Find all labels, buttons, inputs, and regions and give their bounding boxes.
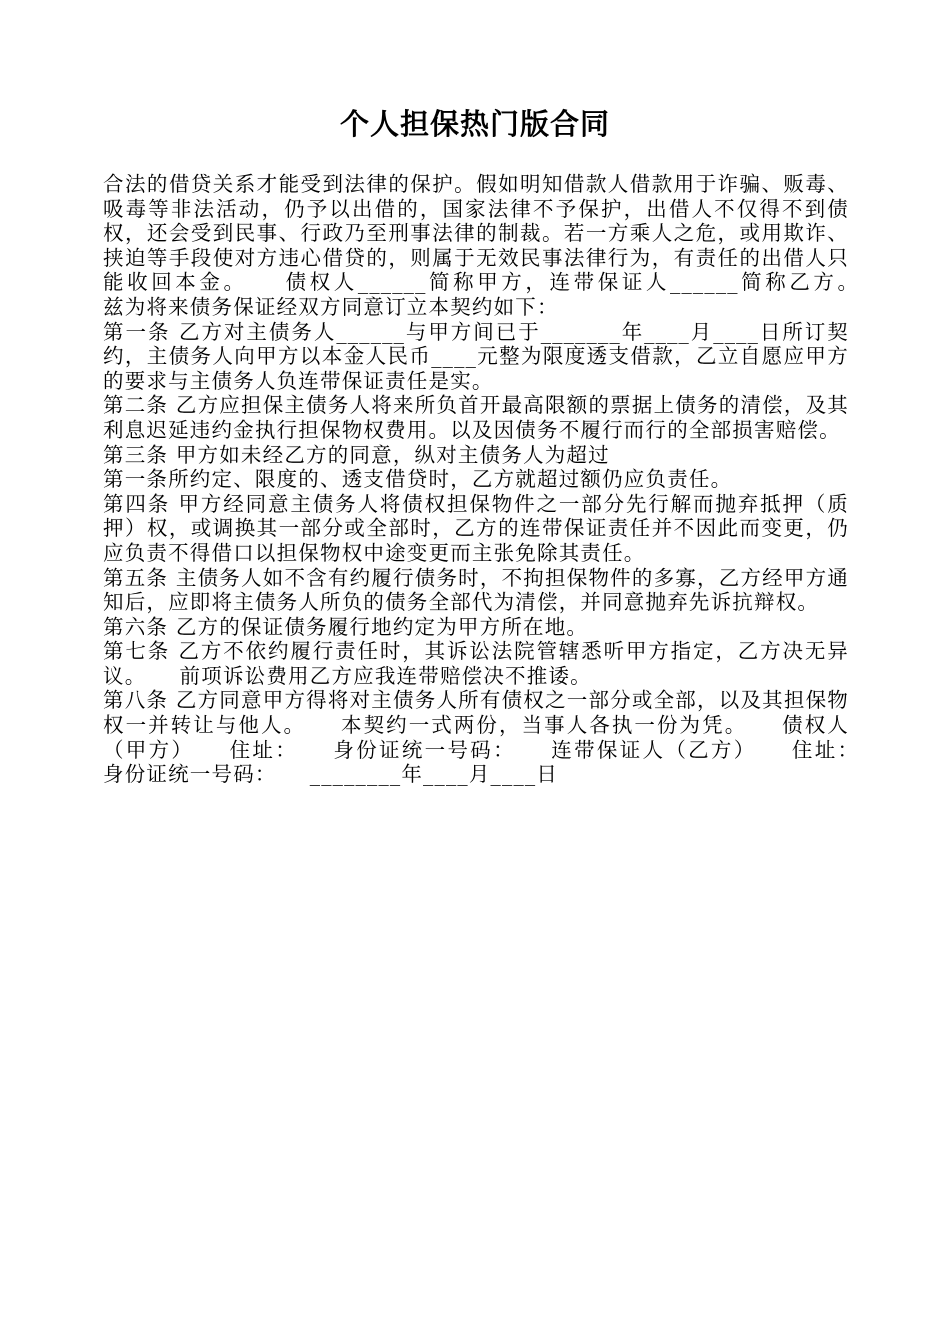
paragraph-article-3: 第三条 甲方如未经乙方的同意，纵对主债务人为超过 xyxy=(103,442,610,467)
paragraph-article-2: 第二条 乙方应担保主债务人将来所负首开最高限额的票据上债务的清偿，及其利息迟延违约金执行担保物权费用。以及因债务不履行而行的全部损害赔偿。 xyxy=(103,393,849,442)
paragraph-article-8-signatures: 第八条 乙方同意甲方得将对主债务人所有债权之一部分或全部，以及其担保物权一并转让与他人。 本契约一式两份，当事人各执一份为凭。 债权人（甲方） 住址： 身份证统一号码： 连带保证人（乙方） 住址： 身份证统一号码： ________年____月____日 xyxy=(103,688,893,787)
paragraph-article-6: 第六条 乙方的保证债务履行地约定为甲方所在地。 xyxy=(103,614,589,639)
paragraph-article-7: 第七条 乙方不依约履行责任时，其诉讼法院管辖悉听甲方指定，乙方决无异议。 前项诉讼费用乙方应我连带赔偿决不推诿。 xyxy=(103,639,849,688)
document-body xyxy=(103,172,893,787)
paragraph-article-1: 第一条 乙方对主债务人______与甲方间已于_______年____月____日所订契约，主债务人向甲方以本金人民币____元整为限度透支借款，乙立自愿应甲方的要求与主债务人负连带保证责任是实。 xyxy=(103,319,849,393)
paragraph-intro: 合法的借贷关系才能受到法律的保护。假如明知借款人借款用于诈骗、贩毒、吸毒等非法活动，仍予以出借的，国家法律不予保护，出借人不仅得不到债权，还会受到民事、行政乃至刑事法律的制裁。若一方乘人之危，或用欺诈、挟迫等手段使对方违心借贷的，则属于无效民事法律行为，有责任的出借人只能收回本金。 债权人______简称甲方，连带保证人______简称乙方。 兹为将来债务保证经双方同意订立本契约如下： xyxy=(103,172,893,319)
paragraph-article-3-continued: 第一条所约定、限度的、透支借贷时，乙方就超过额仍应负责任。 xyxy=(103,467,733,492)
document-title: 个人担保热门版合同 xyxy=(339,107,610,141)
paragraph-article-4: 第四条 甲方经同意主债务人将债权担保物件之一部分先行解而抛弃抵押（质押）权，或调换其一部分或全部时，乙方的连带保证责任并不因此而变更，仍应负责不得借口以担保物权中途变更而主张免除其责任。 xyxy=(103,491,849,565)
paragraph-article-5: 第五条 主债务人如不含有约履行债务时，不拘担保物件的多寡，乙方经甲方通知后，应即将主债务人所负的债务全部代为清偿，并同意抛弃先诉抗辩权。 xyxy=(103,565,849,615)
